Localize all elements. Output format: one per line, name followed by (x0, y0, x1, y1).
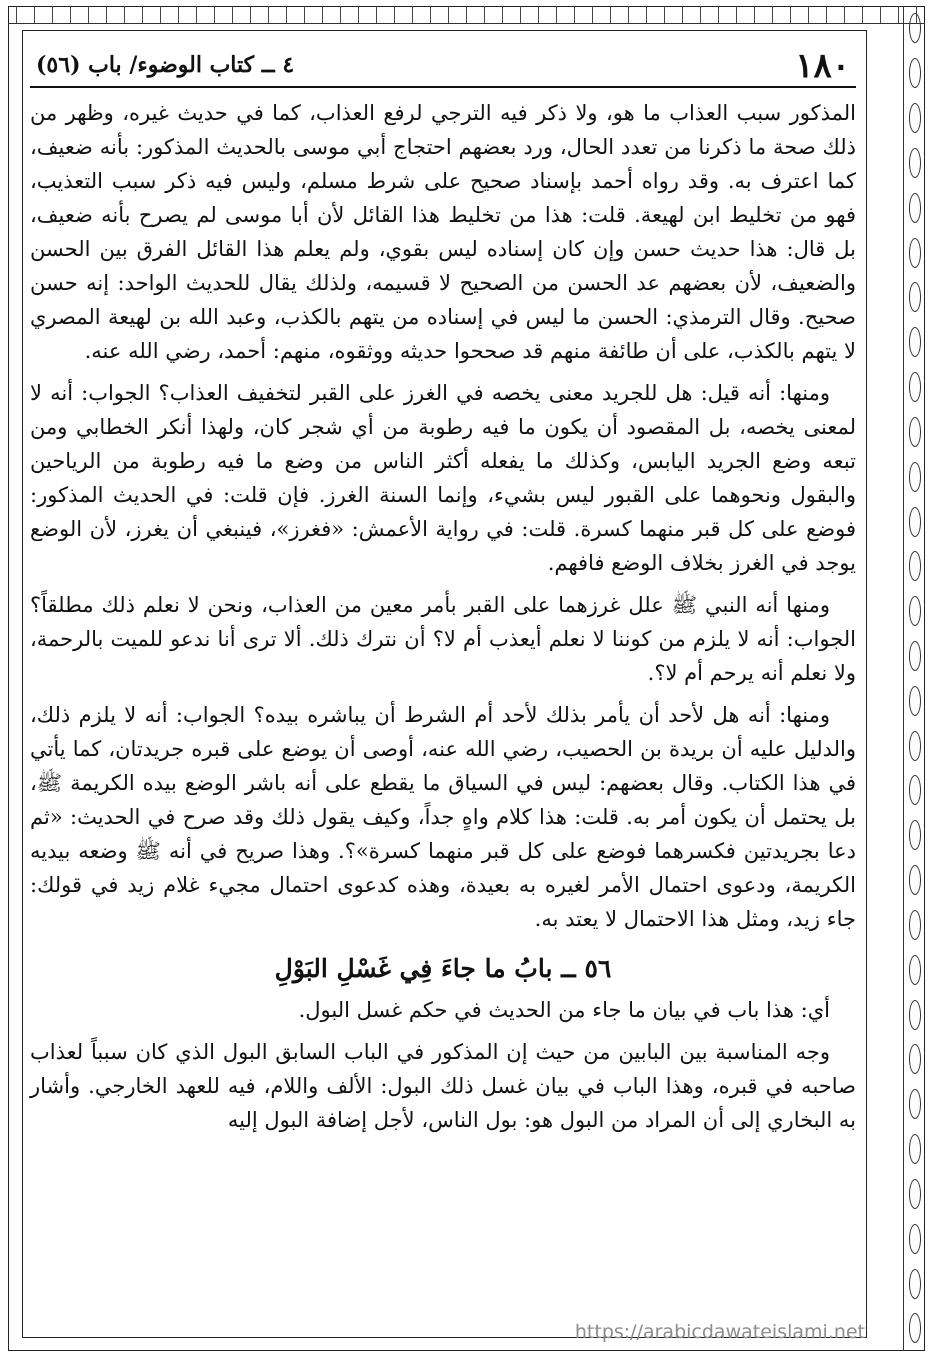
ornament-icon (909, 193, 921, 223)
ornament-icon (909, 596, 921, 626)
ornament-icon (909, 686, 921, 716)
ornament-icon (909, 1089, 921, 1119)
ornament-icon (909, 507, 921, 537)
ornament-icon (909, 148, 921, 178)
side-ornament-border (903, 6, 925, 1351)
ornament-icon (909, 282, 921, 312)
ornament-icon (909, 955, 921, 985)
chapter-heading: ٥٦ ــ بابُ ما جاءَ فِي غَسْلِ البَوْلِ (274, 954, 612, 983)
paragraph: المذكور سبب العذاب ما هو، ولا ذكر فيه الترجي لرفع العذاب، كما في حديث غيره، وظهر من ذلك صحة ما ذكرنا من تعدد الحال، ورد بعضهم احتجاج أبي موسى بالحديث المذكور: بأنه ضعيف، كما اعترف به. وقد رواه أحمد بإسناد صحيح على شرط مسلم، وليس فيه ذكر سبب التعذيب، فهو من تخليط ابن لهيعة. قلت: هذا من تخليط هذا القائل لأن أبا موسى لم يصرح بأنه ضعيف، بل قال: هذا حديث حسن وإن كان إسناده ليس بقوي، ولم يعلم هذا القائل الفرق بين الحسن والضعيف، لأن بعضهم عد الحسن من الصحيح لا قسيمه، ولذلك يقال للحديث الواحد: إنه حسن صحيح. وقال الترمذي: الحسن ما ليس في إسناده من يتهم بالكذب، وعبد الله بن لهيعة المصري لا يتهم بالكذب، على أن طائفة منهم قد صححوا حديثه ووثقوه، منهم: أحمد، رضي الله عنه. (30, 101, 856, 363)
ornament-icon (909, 1179, 921, 1209)
body-text (30, 96, 856, 1137)
ornament-icon (909, 58, 921, 88)
ornament-icon (909, 1044, 921, 1074)
ornament-icon (909, 641, 921, 671)
paragraph: وجه المناسبة بين البابين من حيث إن المذكور في الباب السابق البول الذي كان سبباً لعذاب صاحبه في قبره، وهذا الباب في بيان غسل ذلك البول: الألف واللام، فيه للعهد الخارجي. وأشار به البخاري إلى أن المراد من البول هو: بول الناس، لأجل إضافة البول إليه (30, 1040, 856, 1132)
ornament-icon (909, 1000, 921, 1030)
paragraph: أي: هذا باب في بيان ما جاء من الحديث في حكم غسل البول. (298, 998, 830, 1022)
ornament-icon (909, 103, 921, 133)
ornament-icon (909, 1313, 921, 1343)
paragraph: ومنها أنه النبي ﷺ علل غرزهما على القبر بأمر معين من العذاب، ونحن لا نعلم ذلك مطلقاً؟ الجواب: أنه لا يلزم من كوننا لا نعلم أيعذب أم لا؟ أن نترك ذلك. ألا ترى أنا ندعو للميت بالرحمة، ولا نعلم أنه يرحم أم لا؟. (30, 593, 856, 685)
ornament-icon (909, 865, 921, 895)
ornament-icon (909, 417, 921, 447)
ornament-icon (909, 13, 921, 43)
page-content (30, 36, 856, 1336)
running-title: ٤ ــ كتاب الوضوء/ باب (٥٦) (36, 52, 295, 78)
ornament-icon (909, 551, 921, 581)
paragraph: ومنها: أنه هل لأحد أن يأمر بذلك لأحد أم الشرط أن يباشره بيده؟ الجواب: أنه لا يلزم ذلك، والدليل عليه أن بريدة بن الحصيب، رضي الله عنه، أوصى أن يوضع على قبره جريدتان، كما يأتي في هذا الكتاب. وقال بعضهم: ليس في السياق ما يقطع على أنه باشر الوضع بيده الكريمة ﷺ، بل يحتمل أن يكون أمر به. قلت: هذا كلام واهٍ جداً، وكيف يقول ذلك وقد صرح في الحديث: «ثم دعا بجريدتين فكسرهما فوضع على كل قبر منهما كسرة»؟. وهذا صريح في أنه ﷺ وضعه بيديه الكريمة، ودعوى احتمال الأمر لغيره به بعيدة، وهذه كدعوى احتمال مجيء غلام زيد في قولك: جاء زيد، ومثل هذا الاحتمال لا يعتد به. (30, 703, 856, 931)
page-header (30, 36, 856, 88)
ornament-icon (909, 238, 921, 268)
ornament-icon (909, 372, 921, 402)
ornament-icon (909, 1224, 921, 1254)
ornament-icon (909, 1134, 921, 1164)
ornament-icon (909, 1269, 921, 1299)
top-ornament-border (8, 6, 925, 24)
ornament-icon (909, 327, 921, 357)
ornament-icon (909, 910, 921, 940)
watermark-url: https://arabicdawateislami.net (574, 1321, 865, 1343)
paragraph: ومنها: أنه قيل: هل للجريد معنى يخصه في الغرز على القبر لتخفيف العذاب؟ الجواب: أنه لا لمعنى يخصه، بل المقصود أن يكون ما فيه رطوبة من أي شجر كان، ولهذا أنكر الخطابي ومن تبعه وضع الجريد اليابس، وكذلك ما يفعله أكثر الناس من وضع ما فيه رطوبة من الرياحين والبقول ونحوهما على القبور ليس بشيء، وإنما السنة الغرز. فإن قلت: في الحديث المذكور: فوضع على كل قبر منهما كسرة. قلت: في رواية الأعمش: «فغرز»، فينبغي أن يغرز، لأن الوضع يوجد في الغرز بخلاف الوضع فافهم. (30, 381, 856, 575)
ornament-icon (909, 820, 921, 850)
ornament-icon (909, 775, 921, 805)
ornament-icon (909, 731, 921, 761)
page-number: ١٨٠ (795, 46, 850, 86)
ornament-icon (909, 462, 921, 492)
